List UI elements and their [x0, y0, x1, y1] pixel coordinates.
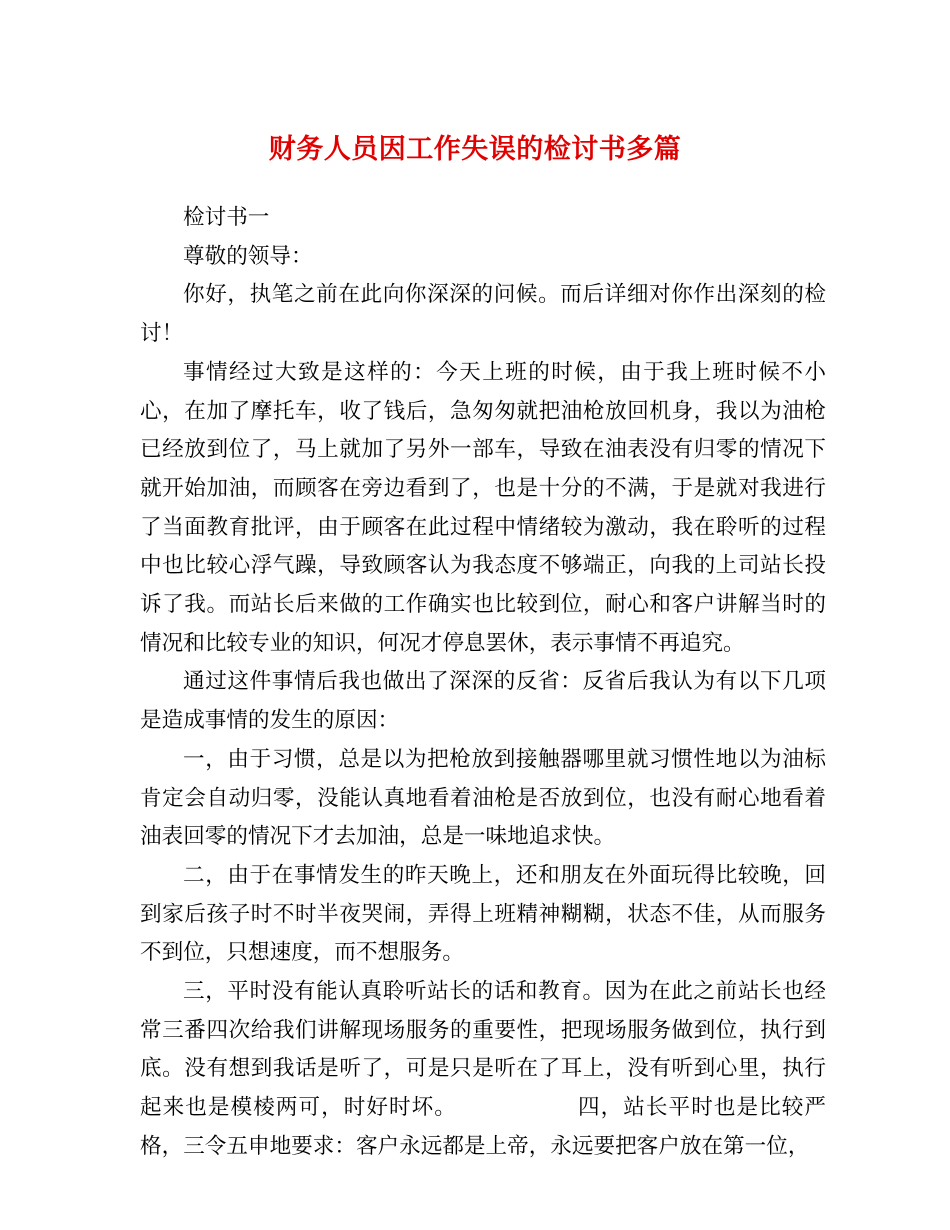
paragraph-reason-1: 一，由于习惯，总是以为把枪放到接触器哪里就习惯性地以为油标肯定会自动归零，没能认真地看着油枪是否放到位，也没有耐心地看着油表回零的情况下才去加油，总是一味地追求快。	[140, 746, 826, 850]
paragraph-incident: 事情经过大致是这样的：今天上班的时候，由于我上班时候不小心，在加了摩托车，收了钱后，急匆匆就把油枪放回机身，我以为油枪已经放到位了，马上就加了另外一部车，导致在油表没有归零的情况下就开始加油，而顾客在旁边看到了，也是十分的不满，于是就对我进行了当面教育批评，由于顾客在此过程中情绪较为激动，我在聆听的过程中也比较心浮气躁，导致顾客认为我态度不够端正，向我的上司站长投诉了我。而站长后来做的工作确实也比较到位，耐心和客户讲解当时的情况和比较专业的知识，何况才停息罢休，表示事情不再追究。	[140, 359, 826, 656]
paragraph-reason-4: 四，站长平时也是比较严格，三令五申地要求：客户永远都是上帝，永远要把客户放在第一位，	[140, 1095, 826, 1159]
paragraph-reason-3-and-4	[140, 973, 826, 1167]
paragraph-reason-3: 三，平时没有能认真聆听站长的话和教育。因为在此之前站长也经常三番四次给我们讲解现场服务的重要性，把现场服务做到位，执行到底。没有想到我话是听了，可是只是听在了耳上，没有听到心里，执行起来也是模棱两可，时好时坏。	[140, 979, 826, 1121]
paragraph-reflection: 通过这件事情后我也做出了深深的反省：反省后我认为有以下几项是造成事情的发生的原因：	[140, 669, 826, 734]
paragraph-heading: 检讨书一	[183, 205, 270, 230]
paragraph-salutation: 尊敬的领导：	[183, 243, 313, 269]
document-title: 财务人员因工作失误的检讨书多篇	[268, 134, 682, 165]
document-body	[140, 199, 826, 1167]
paragraph-greeting: 你好，执笔之前在此向你深深的问候。而后详细对你作出深刻的检讨！	[140, 282, 826, 347]
paragraph-reason-2: 二，由于在事情发生的昨天晚上，还和朋友在外面玩得比较晚，回到家后孩子时不时半夜哭闹，弄得上班精神糊糊，状态不佳，从而服务不到位，只想速度，而不想服务。	[140, 862, 826, 966]
